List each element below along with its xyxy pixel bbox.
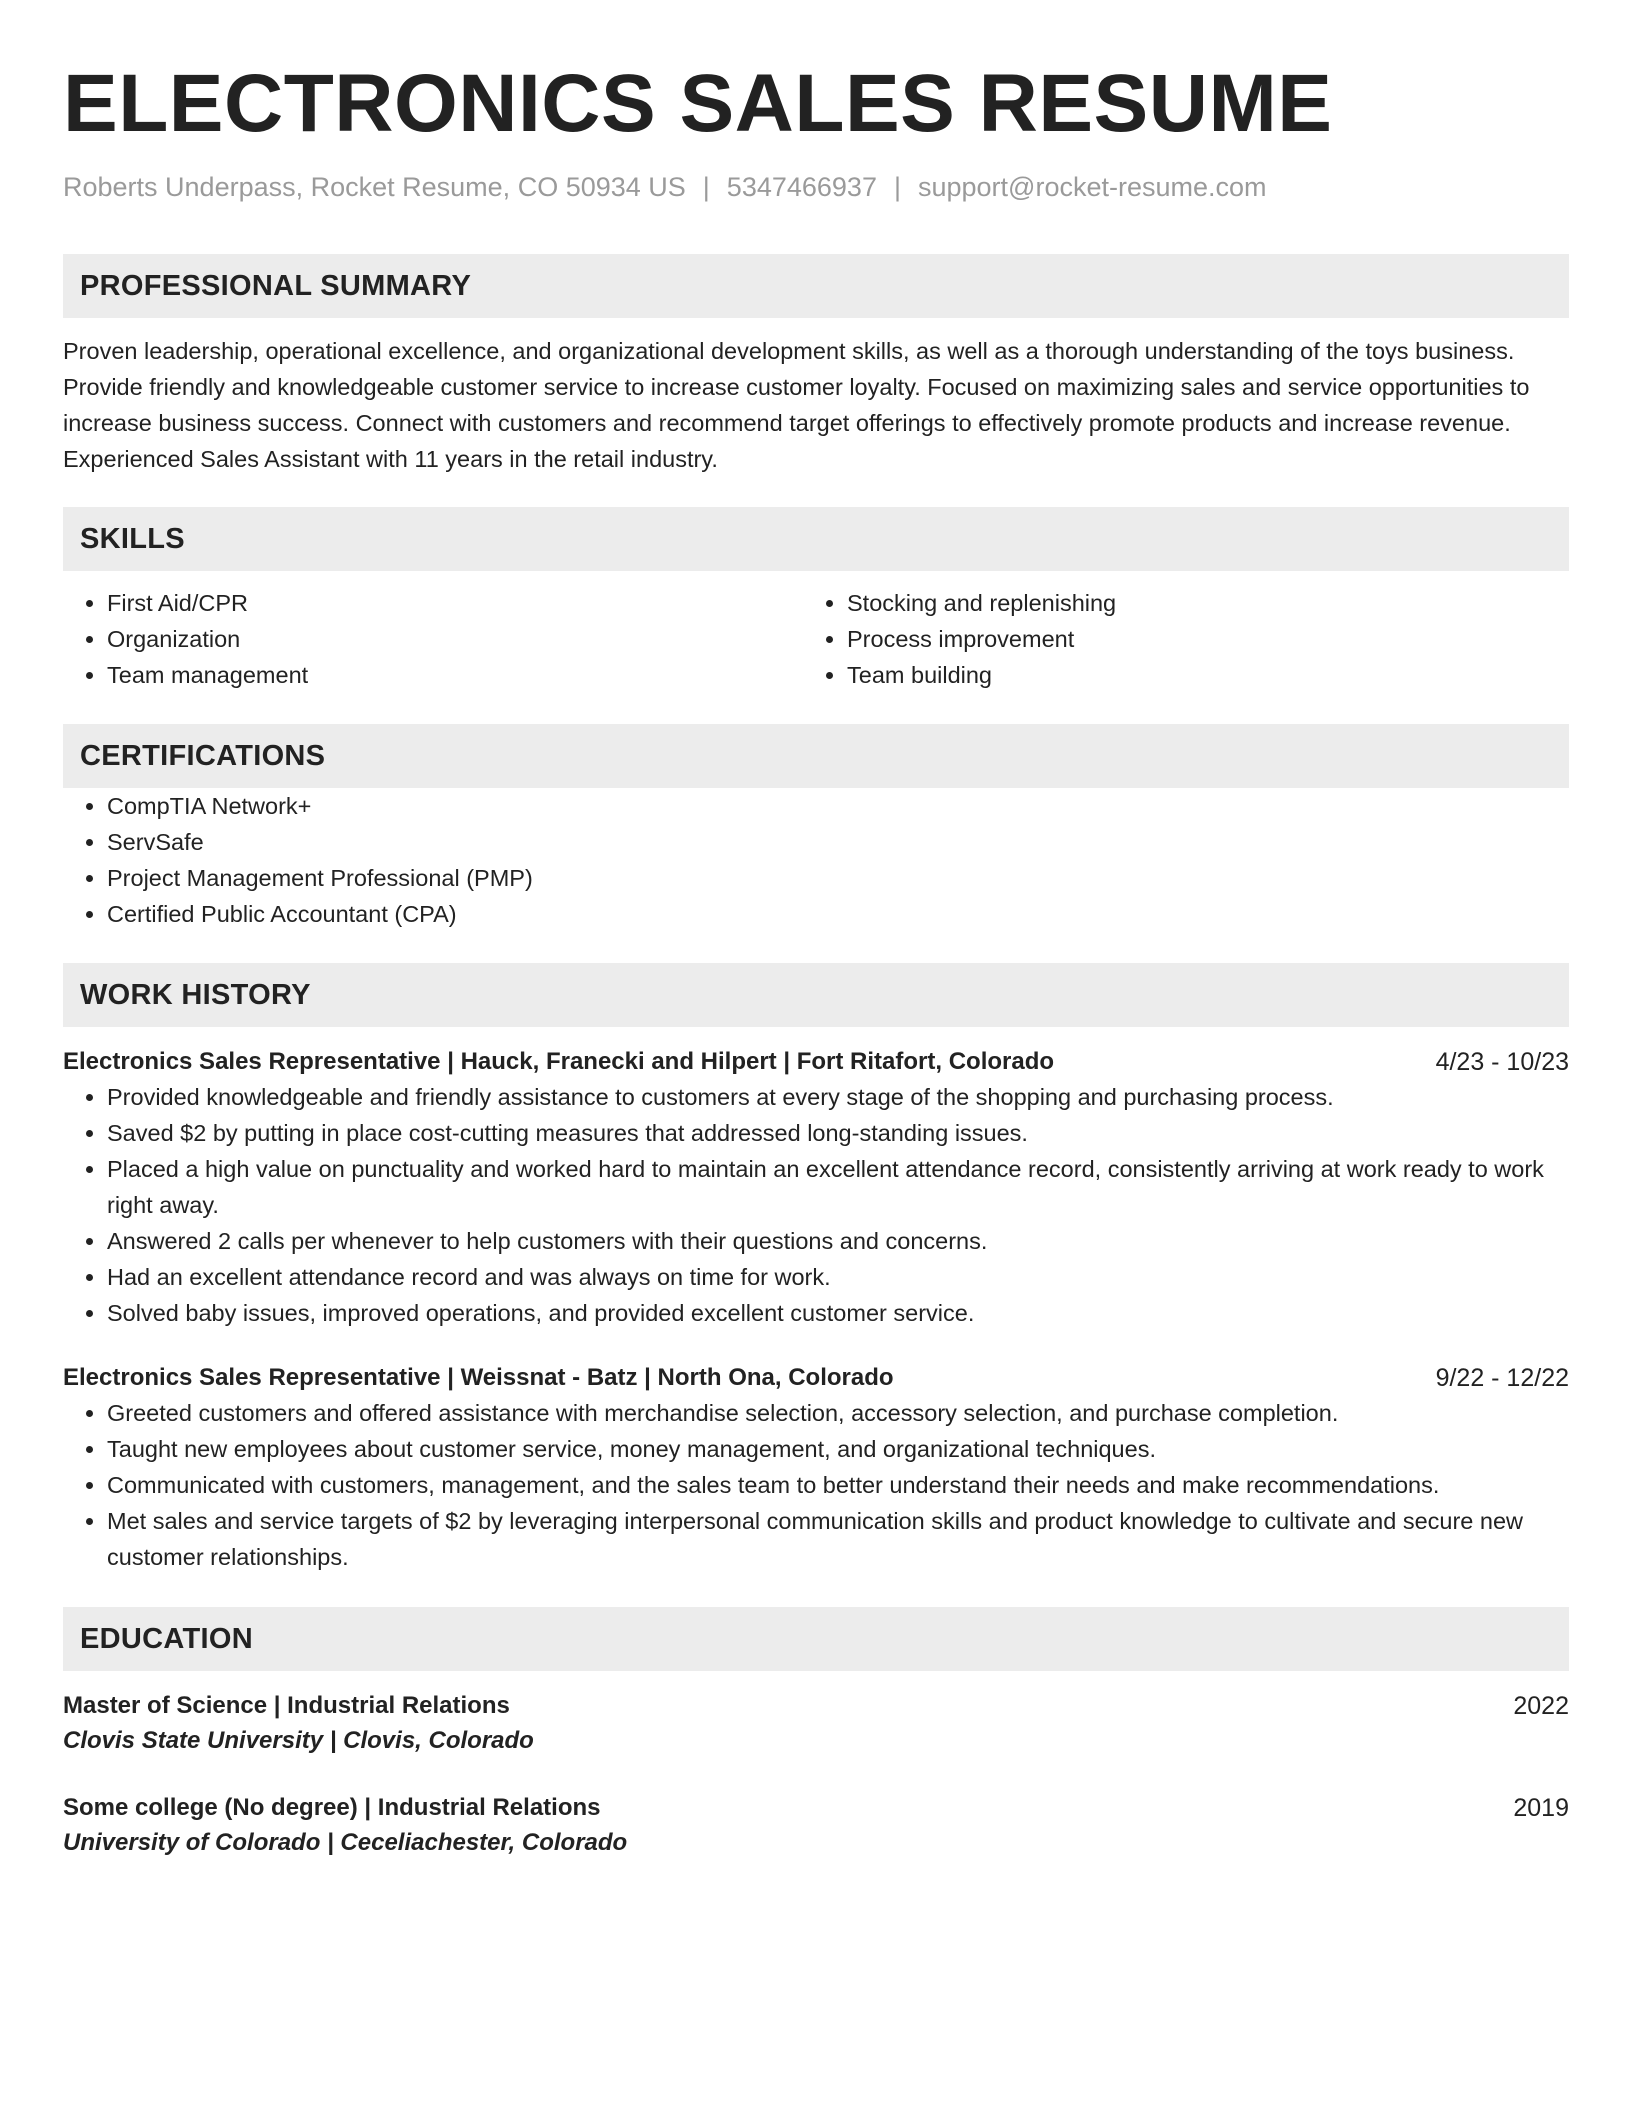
skill-item: • Stocking and replenishing: [847, 585, 1543, 621]
certifications-list: [63, 788, 1569, 932]
job-bullet: • Greeted customers and offered assistance with merchandise selection, accessory selection, and purchase completion.: [107, 1395, 1569, 1431]
education-header: [63, 1689, 1569, 1723]
contact-phone: 5347466937: [726, 172, 877, 202]
job-entry: [63, 1361, 1569, 1575]
skill-item: • Team management: [107, 657, 803, 693]
job-header: [63, 1045, 1569, 1079]
skill-item: • Organization: [107, 621, 803, 657]
job-bullets: [63, 1395, 1569, 1575]
education-entry: [63, 1791, 1569, 1861]
job-dates: 4/23 - 10/23: [1435, 1048, 1569, 1076]
education-year: 2019: [1513, 1794, 1569, 1822]
education-entry: [63, 1689, 1569, 1759]
job-bullet: • Met sales and service targets of $2 by leveraging interpersonal communication skills and product knowledge to cultivate and secure new customer relationships.: [107, 1503, 1569, 1575]
contact-separator: |: [893, 172, 901, 202]
certification-item: • Project Management Professional (PMP): [107, 860, 1569, 896]
job-bullet: • Had an excellent attendance record and was always on time for work.: [107, 1259, 1569, 1295]
section-header-summary: PROFESSIONAL SUMMARY: [63, 254, 1569, 318]
job-bullet: • Communicated with customers, management, and the sales team to better understand their needs and make recommendations.: [107, 1467, 1569, 1503]
job-title: Electronics Sales Representative | Weissnat - Batz | North Ona, Colorado: [63, 1364, 894, 1391]
summary-text: Proven leadership, operational excellence, and organizational development skills, as well as a thorough understanding of the toys business. Provide friendly and knowledgeable customer service to increase customer loyalty. Focused on maximizing sales and service opportunities to increase business success. Connect with customers and recommend target offerings to effectively promote products and increase revenue. Experienced Sales Assistant with 11 years in the retail industry.: [63, 338, 1530, 472]
job-bullet: • Taught new employees about customer service, money management, and organizational techniques.: [107, 1431, 1569, 1467]
certification-item: • CompTIA Network+: [107, 788, 1569, 824]
section-header-education: EDUCATION: [63, 1607, 1569, 1671]
education-year: 2022: [1513, 1692, 1569, 1720]
job-title: Electronics Sales Representative | Hauck, Franecki and Hilpert | Fort Ritafort, Colorado: [63, 1048, 1055, 1075]
education-school: Clovis State University | Clovis, Colorado: [63, 1727, 534, 1754]
job-bullets: [63, 1079, 1569, 1331]
job-bullet: • Saved $2 by putting in place cost-cutting measures that addressed long-standing issues.: [107, 1115, 1569, 1151]
certification-item: • ServSafe: [107, 824, 1569, 860]
job-dates: 9/22 - 12/22: [1435, 1364, 1569, 1392]
job-bullet: • Answered 2 calls per whenever to help customers with their questions and concerns.: [107, 1223, 1569, 1259]
certification-item: • Certified Public Accountant (CPA): [107, 896, 1569, 932]
section-header-work-history: WORK HISTORY: [63, 963, 1569, 1027]
contact-email: support@rocket-resume.com: [917, 172, 1267, 202]
job-entry: [63, 1045, 1569, 1331]
section-header-skills: SKILLS: [63, 507, 1569, 571]
education-header: [63, 1791, 1569, 1825]
skill-item: • First Aid/CPR: [107, 585, 803, 621]
education-degree: Some college (No degree) | Industrial Relations: [63, 1794, 601, 1821]
job-header: [63, 1361, 1569, 1395]
job-bullet: • Solved baby issues, improved operations, and provided excellent customer service.: [107, 1295, 1569, 1331]
skill-item: • Team building: [847, 657, 1543, 693]
skills-column-left: [63, 585, 803, 693]
skill-item: • Process improvement: [847, 621, 1543, 657]
skills-column-right: [803, 585, 1543, 693]
job-bullet: • Provided knowledgeable and friendly assistance to customers at every stage of the shopping and purchasing process.: [107, 1079, 1569, 1115]
contact-separator: |: [702, 172, 710, 202]
education-school: University of Colorado | Ceceliachester, Colorado: [63, 1829, 628, 1856]
job-bullet: • Placed a high value on punctuality and worked hard to maintain an excellent attendance record, consistently arriving at work ready to work right away.: [107, 1151, 1569, 1223]
section-header-certifications: CERTIFICATIONS: [63, 724, 1569, 788]
education-degree: Master of Science | Industrial Relations: [63, 1692, 510, 1719]
resume-title: ELECTRONICS SALES RESUME: [63, 58, 1333, 149]
contact-line: [63, 170, 1569, 204]
contact-address: Roberts Underpass, Rocket Resume, CO 50934 US: [63, 172, 686, 202]
skills-grid: [63, 585, 1569, 693]
